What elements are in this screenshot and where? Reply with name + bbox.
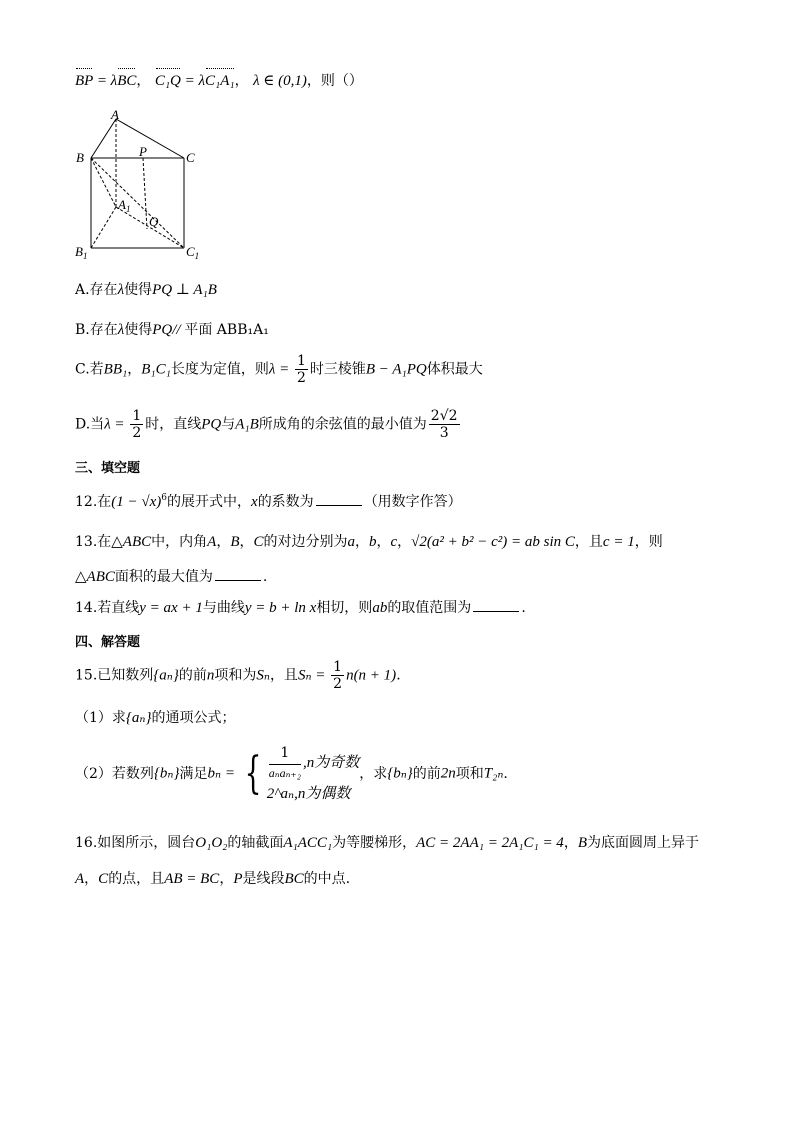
numerator: 2√2 — [430, 408, 458, 424]
case-condition: ,n为偶数 — [294, 785, 351, 802]
var: A₁ACC₁ — [283, 835, 333, 851]
sep: ， — [239, 534, 254, 550]
equation: bₙ = — [207, 765, 239, 782]
answer-blank[interactable] — [473, 610, 519, 612]
denominator: 2 — [296, 370, 306, 386]
option-expr: BB₁ — [103, 361, 128, 378]
question-text: . — [503, 766, 508, 783]
option-expr: PQ — [201, 416, 222, 433]
label-c1: $C_1$ — [186, 244, 200, 261]
question-text: 的取值范围为 — [387, 600, 472, 616]
binomial-expr: (1 − √x) — [111, 494, 162, 510]
fraction — [295, 354, 308, 385]
question-text: . — [396, 667, 401, 684]
label-b1: $B_1$ — [75, 244, 88, 261]
separator: ， — [136, 73, 151, 89]
vector-c1a1: C₁A₁ — [205, 73, 235, 89]
answer-fraction — [429, 409, 460, 440]
question-text: 14.若直线 — [75, 600, 140, 616]
equation: c = 1 — [602, 534, 635, 550]
question-text: . — [521, 600, 526, 616]
question-text: 相切，则 — [316, 600, 373, 616]
edge-bc1 — [91, 158, 184, 248]
question-text: 12.在 — [75, 494, 112, 510]
option-text: 平面 ABB₁A₁ — [184, 322, 269, 338]
edge-ba1 — [91, 158, 116, 207]
question-14 — [75, 601, 526, 616]
question-text: 满足 — [179, 766, 208, 783]
question-text: 的点，且 — [108, 871, 165, 887]
vector-c1q: C₁Q — [154, 73, 181, 89]
denominator: 2 — [333, 676, 343, 692]
vector-bp: BP — [75, 73, 94, 89]
question-text: 的展开式中， — [167, 494, 252, 510]
edge-ab — [91, 119, 116, 158]
question-tail: ，则（） — [306, 73, 363, 89]
question-text: （2）若数列 — [75, 766, 154, 783]
lambda: λ — [117, 282, 125, 298]
question-15 — [75, 660, 401, 691]
question-text: ，且 — [574, 534, 603, 550]
question-text: （1）求 — [75, 710, 126, 726]
question-text: 中，内角 — [151, 534, 208, 550]
sep: ， — [376, 534, 391, 550]
numerator: 1 — [132, 408, 142, 424]
equation: Sₙ = — [297, 667, 330, 684]
question-text: ，则 — [634, 534, 663, 550]
question-15-part2 — [75, 745, 508, 803]
label-p: P — [139, 144, 147, 159]
sequence: {bₙ} — [153, 765, 180, 782]
triangle: △ABC — [75, 569, 115, 585]
lambda: λ = — [268, 361, 293, 378]
numerator: 1 — [269, 745, 301, 765]
denominator: aₙaₙ₊₂ — [268, 765, 301, 780]
fraction — [130, 409, 143, 440]
option-text: C.若 — [75, 361, 104, 378]
question-15-part1 — [75, 711, 236, 726]
var: a — [347, 534, 355, 550]
question-text: 15.已知数列 — [75, 667, 154, 684]
question-16-line2 — [75, 872, 350, 887]
label-a1: $A_1$ — [118, 197, 131, 214]
var: Sₙ — [256, 667, 270, 684]
prism-figure — [70, 105, 210, 265]
option-c[interactable] — [75, 354, 483, 385]
sequence: {aₙ} — [125, 710, 152, 726]
label-c: C — [186, 150, 195, 165]
question-text: 16.如图所示，圆台 — [75, 835, 196, 851]
var: A — [75, 871, 85, 887]
question-text: 与曲线 — [202, 600, 245, 616]
option-text: 使得 — [124, 322, 153, 338]
label-q: Q — [149, 214, 159, 229]
var: C — [253, 534, 264, 550]
sep: ， — [355, 534, 369, 550]
question-text: 的前 — [178, 667, 207, 684]
option-text: 长度为定值，则 — [170, 361, 269, 378]
equation: √2(a² + b² − c²) = ab sin C — [411, 534, 575, 550]
option-text: A.存在 — [75, 282, 118, 298]
option-text: 所成角的余弦值的最小值为 — [258, 416, 427, 433]
option-b[interactable] — [75, 323, 269, 338]
sep: ， — [563, 835, 578, 851]
sequence: {aₙ} — [153, 667, 179, 684]
question-16-line1 — [75, 836, 699, 851]
equals-lambda: = λ — [180, 73, 205, 89]
edge-ac — [116, 119, 184, 158]
numerator: 1 — [296, 353, 306, 369]
question-12 — [75, 494, 462, 510]
option-expr: PQ// — [152, 322, 185, 338]
equation: AC = 2AA₁ = 2A₁C₁ = 4 — [416, 835, 564, 851]
equation: AB = BC — [164, 871, 220, 887]
question-text: 为等腰梯形， — [332, 835, 417, 851]
option-expr: A₁B — [235, 416, 259, 433]
answer-blank[interactable] — [316, 504, 362, 506]
question-text: 的前 — [412, 766, 441, 783]
vector-bc: BC — [117, 73, 137, 89]
separator: ， — [234, 73, 249, 89]
question-text: 的中点. — [303, 871, 351, 887]
question-text: 是线段 — [242, 871, 285, 887]
section-heading-fill-in: 三、填空题 — [75, 461, 141, 476]
sep: ， — [216, 534, 231, 550]
answer-blank[interactable] — [215, 579, 261, 581]
sep: ， — [84, 871, 99, 887]
var: T₂ₙ — [483, 765, 504, 782]
brace: { — [244, 748, 262, 800]
var: C — [98, 871, 109, 887]
sep: ， — [397, 534, 412, 550]
option-text: 时，直线 — [145, 416, 202, 433]
question-text: 13.在 — [75, 534, 112, 550]
var: 2n — [440, 765, 456, 782]
question-text: 的通项公式； — [151, 710, 236, 726]
edge-a1b1 — [91, 207, 116, 248]
triangle: △ABC — [111, 534, 152, 550]
numerator: 1 — [333, 659, 343, 675]
label-a: A — [111, 107, 119, 122]
question-text: . — [262, 569, 268, 585]
option-text: 使得 — [124, 282, 153, 298]
var: P — [233, 871, 243, 887]
option-expr: PQ ⊥ A₁B — [152, 282, 217, 298]
fraction — [269, 745, 301, 781]
option-expr: B − A₁PQ — [365, 361, 427, 378]
case-condition: ,n为奇数 — [302, 754, 360, 771]
case-expr: 2^aₙ — [266, 785, 295, 802]
question-text: 的轴截面 — [227, 835, 284, 851]
question-text: 的系数为 — [257, 494, 314, 510]
piecewise-cases — [267, 745, 360, 803]
question-text: 项和为 — [214, 667, 257, 684]
question-text: （用数字作答） — [363, 494, 462, 510]
section-heading-solve: 四、解答题 — [75, 635, 141, 650]
equation: y = b + ln x — [244, 600, 317, 616]
label-b: B — [76, 150, 84, 165]
sep: ， — [219, 871, 234, 887]
sequence: {bₙ} — [387, 765, 413, 782]
exponent: 6 — [161, 493, 168, 503]
denominator: 2 — [132, 425, 142, 441]
var: b — [369, 534, 377, 550]
question-text: 面积的最大值为 — [114, 569, 213, 585]
problem-condition-line — [75, 74, 363, 89]
equals-lambda: = λ — [93, 73, 118, 89]
var: O₁O₂ — [195, 835, 228, 851]
question-text: ，求 — [359, 766, 388, 783]
var: B — [577, 835, 587, 851]
separator: ， — [127, 361, 142, 378]
variable: x — [251, 494, 258, 510]
var: ab — [372, 600, 388, 616]
fraction — [331, 660, 344, 691]
equation: y = ax + 1 — [139, 600, 203, 616]
question-text: 的对边分别为 — [263, 534, 348, 550]
lambda: λ = — [104, 416, 129, 433]
option-text: B.存在 — [75, 322, 118, 338]
segment-pq — [143, 158, 147, 229]
option-text: 与 — [221, 416, 236, 433]
question-13-line1 — [75, 535, 663, 550]
lambda: λ — [117, 322, 125, 338]
option-text: 体积最大 — [426, 361, 483, 378]
question-13-line2 — [75, 570, 267, 585]
var: c — [390, 534, 398, 550]
equation: n(n + 1) — [346, 667, 397, 684]
question-text: 项和 — [455, 766, 484, 783]
question-text: 为底面圆周上异于 — [586, 835, 699, 851]
var: B — [230, 534, 240, 550]
lambda-range: λ ∈ (0,1) — [253, 73, 307, 89]
option-expr: B₁C₁ — [141, 361, 171, 378]
var: n — [206, 667, 215, 684]
option-text: 时三棱锥 — [309, 361, 366, 378]
denominator: 3 — [439, 425, 449, 441]
question-text: ，且 — [269, 667, 298, 684]
option-a[interactable] — [75, 283, 217, 298]
var: BC — [284, 871, 304, 887]
option-text: D.当 — [75, 416, 105, 433]
var: A — [207, 534, 217, 550]
option-d[interactable] — [75, 409, 462, 440]
